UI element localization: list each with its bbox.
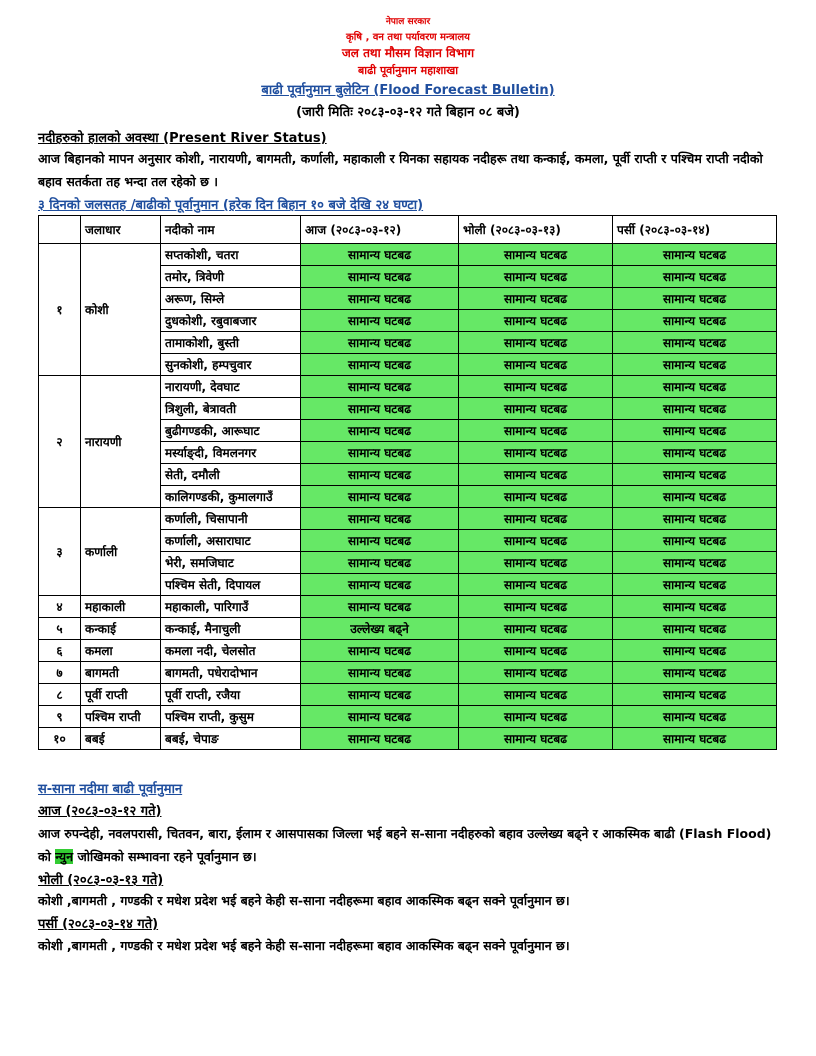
forecast-status-d3: सामान्य घटबढ (613, 310, 777, 332)
basin-number: ४ (39, 596, 81, 618)
forecast-status-d2: सामान्य घटबढ (459, 684, 613, 706)
tomorrow-text: कोशी ,बागमती , गण्डकी र मधेश प्रदेश भई बहने केही स-साना नदीहरूमा बहाव आकस्मिक बढ्न सक्ने पूर्वानुमान छ। (38, 893, 570, 908)
forecast-status-d2: सामान्य घटबढ (459, 596, 613, 618)
present-status-heading: नदीहरुको हालको अवस्था (Present River Status) (38, 131, 327, 146)
issue-date: (जारी मितिः २०८३-०३-१२ गते बिहान ०८ बजे) (296, 105, 520, 120)
forecast-status-d1: सामान्य घटबढ (301, 574, 459, 596)
forecast-status-d1: सामान्य घटबढ (301, 376, 459, 398)
forecast-status-d3: सामान्य घटबढ (613, 486, 777, 508)
river-station: दुधकोशी, रबुवाबजार (161, 310, 301, 332)
river-station: बागमती, पधेरादोभान (161, 662, 301, 684)
forecast-status-d1: सामान्य घटबढ (301, 310, 459, 332)
river-station: बबई, चेपाङ (161, 728, 301, 750)
present-status-text: आज बिहानको मापन अनुसार कोशी, नारायणी, बागमती, कर्णाली, महाकाली र यिनका सहायक नदीहरू तथा कन्काई, कमला, पूर्वी राप्ती र पश्चिम राप्ती नदीको बहाव सतर्कता तह भन्दा तल रहेको छ । (38, 151, 763, 189)
table-row (39, 376, 777, 398)
table-row (39, 596, 777, 618)
basin-number: १ (39, 244, 81, 376)
forecast-status-d1: सामान्य घटबढ (301, 596, 459, 618)
forecast-status-d3: सामान्य घटबढ (613, 376, 777, 398)
forecast-status-d2: सामान्य घटबढ (459, 640, 613, 662)
river-station: कमला नदी, चेलसोत (161, 640, 301, 662)
forecast-status-d3: सामान्य घटबढ (613, 442, 777, 464)
forecast-status-d3: सामान्य घटबढ (613, 552, 777, 574)
river-station: कन्काई, मैनाचुली (161, 618, 301, 640)
river-station: भेरी, समजिघाट (161, 552, 301, 574)
basin-number: ८ (39, 684, 81, 706)
table-header-row (39, 216, 777, 244)
river-station: सुनकोशी, हम्पचुवार (161, 354, 301, 376)
forecast-status-d3: सामान्य घटबढ (613, 684, 777, 706)
river-station: सेती, दमौली (161, 464, 301, 486)
forecast-status-d2: सामान्य घटबढ (459, 530, 613, 552)
forecast-status-d3: सामान्य घटबढ (613, 530, 777, 552)
table-row (39, 618, 777, 640)
basin-name: पूर्वी राप्ती (81, 684, 161, 706)
forecast-status-d1: सामान्य घटबढ (301, 398, 459, 420)
col-header (39, 216, 81, 244)
today-text-b: जोखिमको सम्भावना रहने पूर्वानुमान छ। (73, 849, 257, 864)
today-heading: आज (२०८३-०३-१२ गते) (38, 804, 162, 819)
col-header: आज (२०८३-०३-१२) (301, 216, 459, 244)
basin-number: २ (39, 376, 81, 508)
today-text (38, 822, 783, 868)
forecast-status-d1: सामान्य घटबढ (301, 420, 459, 442)
basin-number: ९ (39, 706, 81, 728)
small-rivers-heading: स-साना नदीमा बाढी पूर्वानुमान (38, 782, 183, 797)
header-department: जल तथा मौसम विज्ञान विभाग (341, 46, 475, 60)
forecast-status-d2: सामान्य घटबढ (459, 420, 613, 442)
basin-number: ३ (39, 508, 81, 596)
forecast-status-d2: सामान्य घटबढ (459, 354, 613, 376)
table-row (39, 728, 777, 750)
river-station: पूर्वी राप्ती, रजैया (161, 684, 301, 706)
river-station: त्रिशुली, बेत्रावती (161, 398, 301, 420)
col-header: जलाधार (81, 216, 161, 244)
table-row (39, 244, 777, 266)
basin-name: पश्चिम राप्ती (81, 706, 161, 728)
forecast-status-d1: सामान्य घटबढ (301, 530, 459, 552)
forecast-status-d2: सामान्य घटबढ (459, 574, 613, 596)
forecast-status-d3: सामान्य घटबढ (613, 354, 777, 376)
forecast-status-d2: सामान्य घटबढ (459, 662, 613, 684)
basin-number: ७ (39, 662, 81, 684)
river-station: सप्तकोशी, चतरा (161, 244, 301, 266)
forecast-status-d3: सामान्य घटबढ (613, 288, 777, 310)
col-header: पर्सी (२०८३-०३-१४) (613, 216, 777, 244)
forecast-status-d3: सामान्य घटबढ (613, 244, 777, 266)
river-station: नारायणी, देवघाट (161, 376, 301, 398)
basin-name: बबई (81, 728, 161, 750)
forecast-status-d1: सामान्य घटबढ (301, 662, 459, 684)
basin-name: कोशी (81, 244, 161, 376)
forecast-status-d1: सामान्य घटबढ (301, 442, 459, 464)
forecast-status-d2: सामान्य घटबढ (459, 464, 613, 486)
col-header: नदीको नाम (161, 216, 301, 244)
table-row (39, 662, 777, 684)
river-station: पश्चिम सेती, दिपायल (161, 574, 301, 596)
basin-name: कमला (81, 640, 161, 662)
forecast-status-d1: उल्लेख्य बढ्ने (301, 618, 459, 640)
river-station: बुढीगण्डकी, आरूघाट (161, 420, 301, 442)
tomorrow-heading: भोली (२०८३-०३-१३ गते) (38, 873, 164, 888)
forecast-status-d1: सामान्य घटबढ (301, 706, 459, 728)
forecast-status-d2: सामान्य घटबढ (459, 728, 613, 750)
forecast-status-d1: सामान्य घटबढ (301, 684, 459, 706)
basin-name: कन्काई (81, 618, 161, 640)
forecast-status-d2: सामान्य घटबढ (459, 486, 613, 508)
forecast-status-d3: सामान्य घटबढ (613, 706, 777, 728)
dayafter-text: कोशी ,बागमती , गण्डकी र मधेश प्रदेश भई बहने केही स-साना नदीहरूमा बहाव आकस्मिक बढ्न सक्ने पूर्वानुमान छ। (38, 938, 570, 953)
forecast-status-d1: सामान्य घटबढ (301, 552, 459, 574)
forecast-heading: ३ दिनको जलसतह /बाढीको पूर्वानुमान (हरेक दिन बिहान १० बजे देखि २४ घण्टा) (38, 198, 424, 213)
forecast-status-d2: सामान्य घटबढ (459, 398, 613, 420)
forecast-status-d2: सामान्य घटबढ (459, 332, 613, 354)
forecast-status-d1: सामान्य घटबढ (301, 288, 459, 310)
forecast-status-d2: सामान्य घटबढ (459, 376, 613, 398)
forecast-status-d3: सामान्य घटबढ (613, 574, 777, 596)
forecast-status-d1: सामान्य घटबढ (301, 244, 459, 266)
forecast-status-d3: सामान्य घटबढ (613, 508, 777, 530)
basin-name: बागमती (81, 662, 161, 684)
forecast-table-body (39, 244, 777, 750)
forecast-status-d3: सामान्य घटबढ (613, 662, 777, 684)
forecast-status-d3: सामान्य घटबढ (613, 332, 777, 354)
forecast-status-d2: सामान्य घटबढ (459, 706, 613, 728)
forecast-status-d1: सामान्य घटबढ (301, 486, 459, 508)
forecast-status-d3: सामान्य घटबढ (613, 640, 777, 662)
forecast-status-d3: सामान्य घटबढ (613, 728, 777, 750)
forecast-status-d3: सामान्य घटबढ (613, 266, 777, 288)
bulletin-title: बाढी पूर्वानुमान बुलेटिन (Flood Forecast Bulletin) (261, 83, 555, 98)
basin-number: १० (39, 728, 81, 750)
river-station: तमोर, त्रिवेणी (161, 266, 301, 288)
forecast-status-d2: सामान्य घटबढ (459, 508, 613, 530)
forecast-status-d3: सामान्य घटबढ (613, 464, 777, 486)
forecast-status-d2: सामान्य घटबढ (459, 266, 613, 288)
river-station: कर्णाली, चिसापानी (161, 508, 301, 530)
forecast-status-d1: सामान्य घटबढ (301, 508, 459, 530)
river-station: अरूण, सिम्ले (161, 288, 301, 310)
risk-level-highlight: न्युन (55, 849, 74, 864)
dayafter-heading: पर्सी (२०८३-०३-१४ गते) (38, 917, 159, 932)
forecast-status-d1: सामान्य घटबढ (301, 354, 459, 376)
basin-number: ६ (39, 640, 81, 662)
col-header: भोली (२०८३-०३-१३) (459, 216, 613, 244)
forecast-table (38, 215, 777, 750)
forecast-status-d1: सामान्य घटबढ (301, 728, 459, 750)
basin-name: कर्णाली (81, 508, 161, 596)
river-station: कर्णाली, असाराघाट (161, 530, 301, 552)
river-station: कालिगण्डकी, कुमालगाउँ (161, 486, 301, 508)
forecast-status-d3: सामान्य घटबढ (613, 398, 777, 420)
forecast-status-d1: सामान्य घटबढ (301, 640, 459, 662)
basin-number: ५ (39, 618, 81, 640)
forecast-status-d3: सामान्य घटबढ (613, 596, 777, 618)
forecast-status-d2: सामान्य घटबढ (459, 442, 613, 464)
river-station: महाकाली, पारिगाउँ (161, 596, 301, 618)
forecast-status-d2: सामान्य घटबढ (459, 310, 613, 332)
forecast-status-d3: सामान्य घटबढ (613, 618, 777, 640)
header-gov: नेपाल सरकार (385, 17, 431, 27)
table-row (39, 508, 777, 530)
forecast-status-d1: सामान्य घटबढ (301, 464, 459, 486)
basin-name: नारायणी (81, 376, 161, 508)
forecast-status-d3: सामान्य घटबढ (613, 420, 777, 442)
table-row (39, 706, 777, 728)
river-station: तामाकोशी, बुस्ती (161, 332, 301, 354)
river-station: पश्चिम राप्ती, कुसुम (161, 706, 301, 728)
forecast-status-d2: सामान्य घटबढ (459, 288, 613, 310)
forecast-status-d2: सामान्य घटबढ (459, 552, 613, 574)
forecast-status-d2: सामान्य घटबढ (459, 618, 613, 640)
today-text-a: आज रुपन्देही, नवलपरासी, चितवन, बारा, ईलाम र आसपासका जिल्ला भई बहने स-साना नदीहरुको बहाव उल्लेख्य बढ्ने र आकस्मिक बाढी (Flash Flood) को (38, 826, 772, 864)
table-row (39, 684, 777, 706)
forecast-status-d1: सामान्य घटबढ (301, 332, 459, 354)
forecast-status-d1: सामान्य घटबढ (301, 266, 459, 288)
table-row (39, 640, 777, 662)
river-station: मर्स्याङ्दी, विमलनगर (161, 442, 301, 464)
header-division: बाढी पूर्वानुमान महाशाखा (357, 64, 459, 77)
basin-name: महाकाली (81, 596, 161, 618)
header-ministry: कृषि , वन तथा पर्यावरण मन्त्रालय (346, 32, 470, 43)
forecast-status-d2: सामान्य घटबढ (459, 244, 613, 266)
